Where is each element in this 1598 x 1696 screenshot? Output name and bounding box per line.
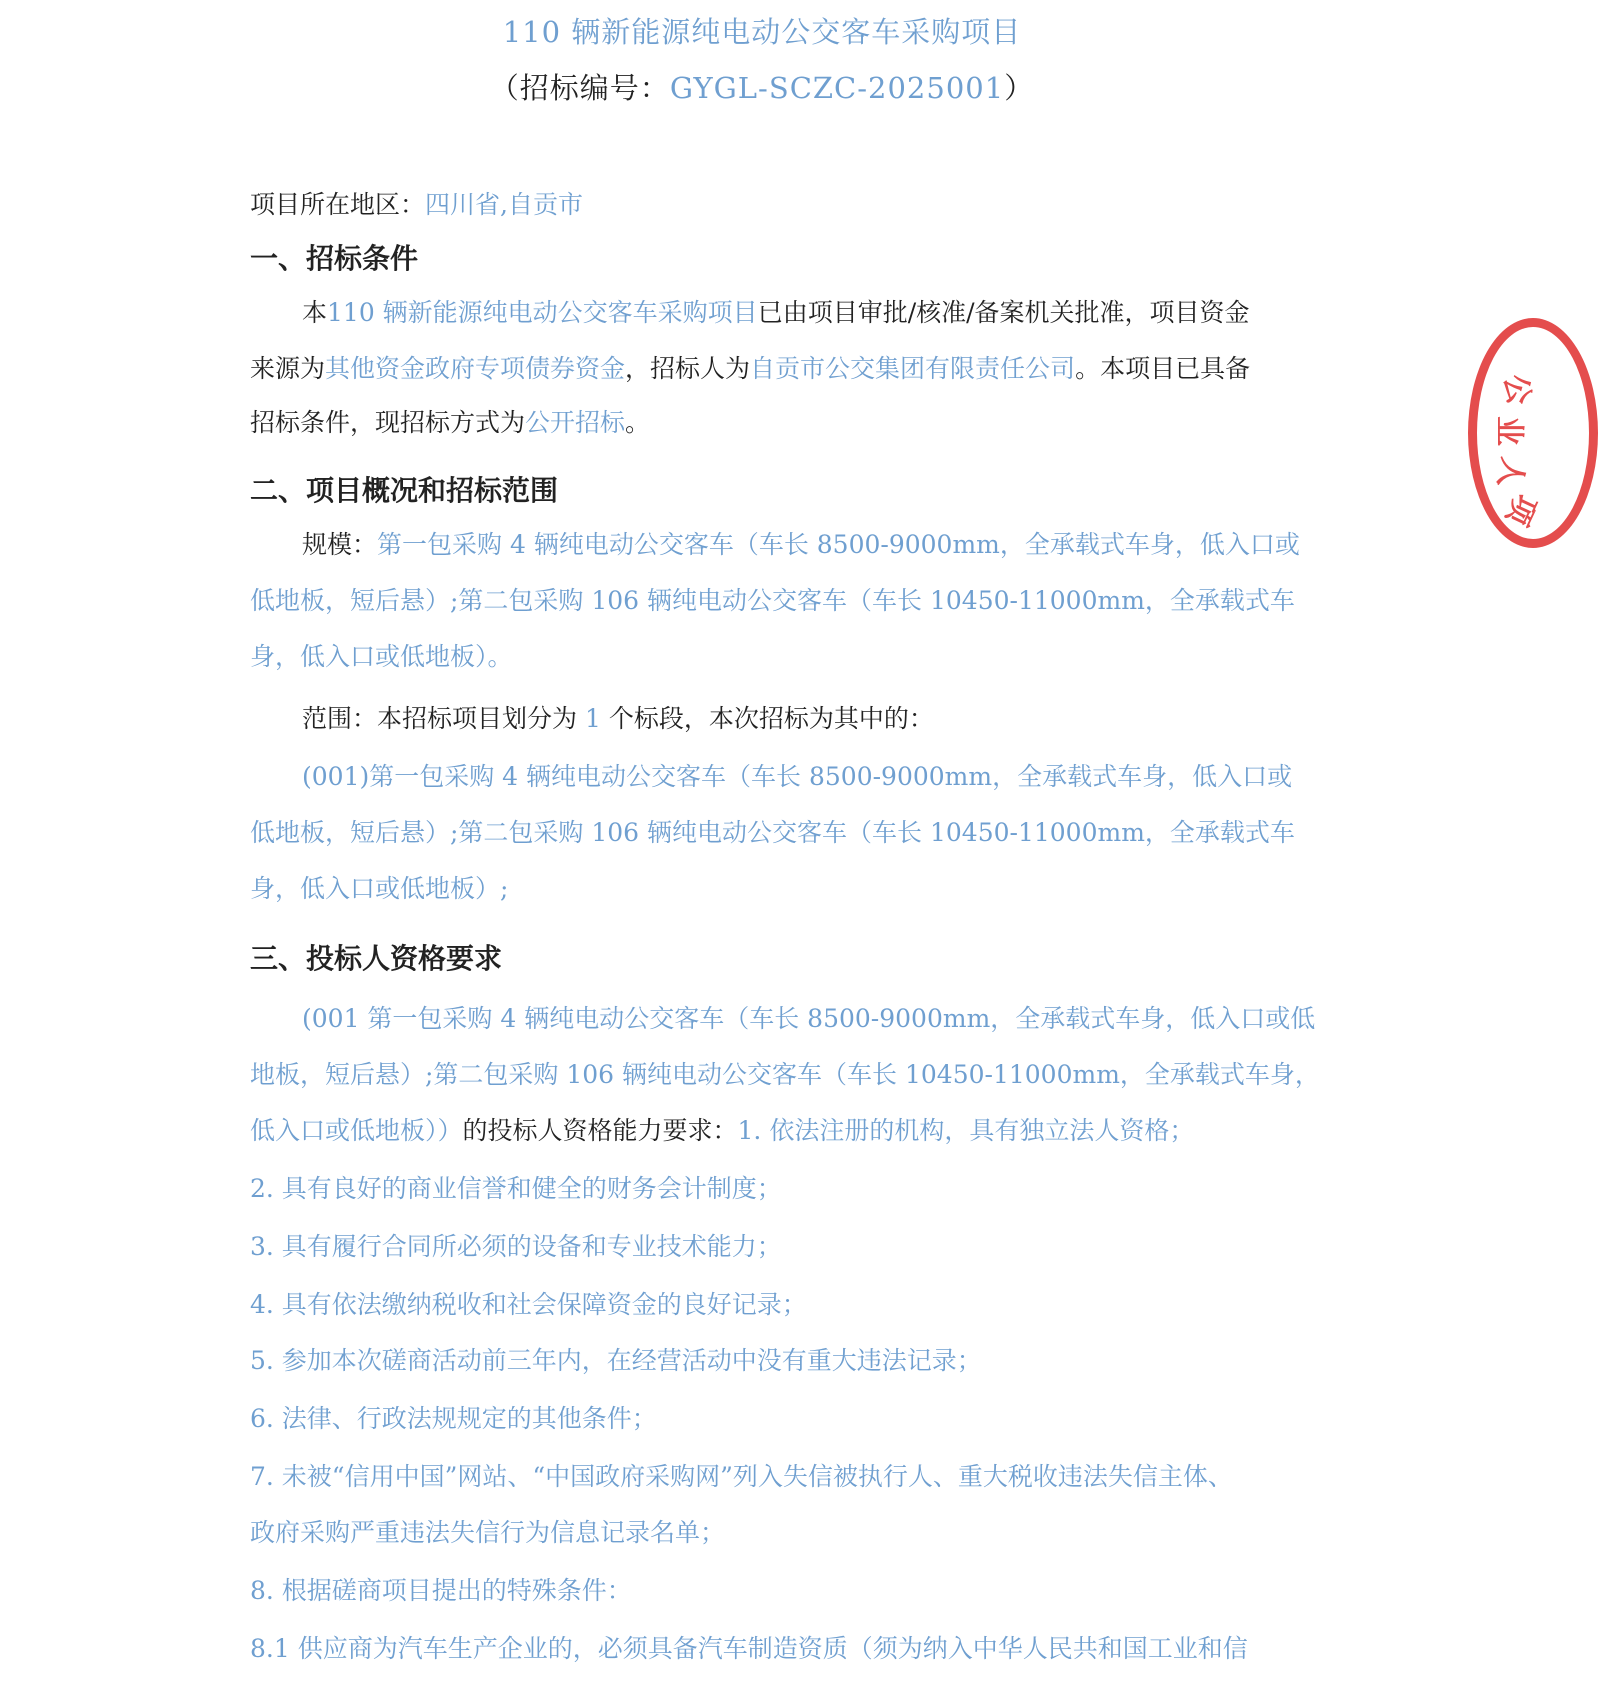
s2-scale-line-1 — [250, 528, 1332, 562]
document-title: 110 辆新能源纯电动公交客车采购项目 — [502, 15, 1022, 49]
s1-project-name: 110 辆新能源纯电动公交客车采购项目 — [327, 298, 758, 327]
official-seal-icon — [1468, 318, 1598, 548]
s3-line-2: 地板，短后悬）;第二包采购 106 辆纯电动公交客车（车长 10450-11000mm，全承载式车身， — [250, 1060, 1320, 1089]
tender-code-prefix: （招标编号： — [489, 71, 670, 105]
requirement-item: 政府采购严重违法失信行为信息记录名单； — [250, 1518, 726, 1547]
region-line — [250, 188, 1280, 222]
region-value: 四川省,自贡市 — [425, 190, 583, 219]
requirement-item: 4. 具有依法缴纳税收和社会保障资金的良好记录； — [250, 1290, 807, 1319]
seal-char: 人 — [1490, 454, 1531, 491]
s1-text: 本 — [302, 298, 328, 327]
s3-line-1: (001 第一包采购 4 辆纯电动公交客车（车长 8500-9000mm，全承载式车身，低入口或低 — [302, 1004, 1316, 1033]
s3-lot-ref: 低入口或低地板）） — [250, 1116, 463, 1145]
s1-funding-source: 其他资金政府专项债券资金 — [325, 354, 626, 383]
s2-scale-line-2: 低地板，短后悬）;第二包采购 106 辆纯电动公交客车（车长 10450-11000mm，全承载式车 — [250, 586, 1295, 615]
s2-range-line — [250, 702, 1332, 736]
s1-text: 。本项目已具备 — [1075, 354, 1251, 383]
scale-text: 第一包采购 4 辆纯电动公交客车（车长 8500-9000mm，全承载式车身，低入口或 — [377, 530, 1300, 559]
s1-text: ，招标人为 — [625, 354, 751, 383]
seal-char: 项 — [1498, 488, 1544, 531]
region-label: 项目所在地区： — [250, 190, 426, 219]
s3-requirement: 1. 依法注册的机构，具有独立法人资格； — [737, 1116, 1195, 1145]
requirement-item: 8.1 供应商为汽车生产企业的，必须具备汽车制造资质（须为纳入中华人民共和国工业和信 — [250, 1634, 1248, 1663]
requirement-item: 2. 具有良好的商业信誉和健全的财务会计制度； — [250, 1174, 782, 1203]
s1-text: 招标条件，现招标方式为 — [250, 408, 526, 437]
range-count: 1 — [584, 704, 601, 733]
range-text: 范围：本招标项目划分为 — [302, 704, 578, 733]
s1-text: 。 — [625, 408, 651, 437]
s2-scale-line-3: 身，低入口或低地板）。 — [250, 642, 513, 671]
tender-code-suffix: ） — [1004, 71, 1035, 105]
s1-tenderer: 自贡市公交集团有限责任公司 — [750, 354, 1076, 383]
s1-text: 已由项目审批/核准/备案机关批准，项目资金 — [757, 298, 1250, 327]
s3-text: 的投标人资格能力要求： — [462, 1116, 738, 1145]
range-text: 个标段，本次招标为其中的： — [608, 704, 934, 733]
requirement-item: 7. 未被“信用中国”网站、“中国政府采购网”列入失信被执行人、重大税收违法失信主体、 — [250, 1462, 1233, 1491]
tender-code: GYGL-SCZC-2025001 — [669, 71, 1005, 105]
section-heading-2: 二、项目概况和招标范围 — [250, 474, 559, 507]
requirement-item: 5. 参加本次磋商活动前三年内，在经营活动中没有重大违法记录； — [250, 1346, 982, 1375]
section-heading-3: 三、投标人资格要求 — [250, 942, 503, 975]
s1-line-2 — [250, 352, 1280, 386]
requirement-item: 8. 根据磋商项目提出的特殊条件： — [250, 1576, 632, 1605]
s2-lot-line-3: 身，低入口或低地板）; — [250, 874, 509, 903]
seal-char: 业 — [1491, 416, 1526, 446]
s3-line-3 — [250, 1114, 1280, 1148]
requirement-item: 6. 法律、行政法规规定的其他条件； — [250, 1404, 657, 1433]
s1-text: 来源为 — [250, 354, 326, 383]
s1-line-3 — [250, 406, 1280, 440]
tender-code-line — [0, 66, 1524, 107]
s1-method: 公开招标 — [525, 408, 626, 437]
s1-line-1 — [250, 296, 1332, 330]
scale-label: 规模： — [302, 530, 378, 559]
seal-char: 公 — [1496, 371, 1537, 408]
s2-lot-line-2: 低地板，短后悬）;第二包采购 106 辆纯电动公交客车（车长 10450-11000mm，全承载式车 — [250, 818, 1295, 847]
section-heading-1: 一、招标条件 — [250, 242, 419, 275]
requirement-item: 3. 具有履行合同所必须的设备和专业技术能力； — [250, 1232, 782, 1261]
s2-lot-line-1: (001)第一包采购 4 辆纯电动公交客车（车长 8500-9000mm，全承载式车身，低入口或 — [302, 762, 1293, 791]
